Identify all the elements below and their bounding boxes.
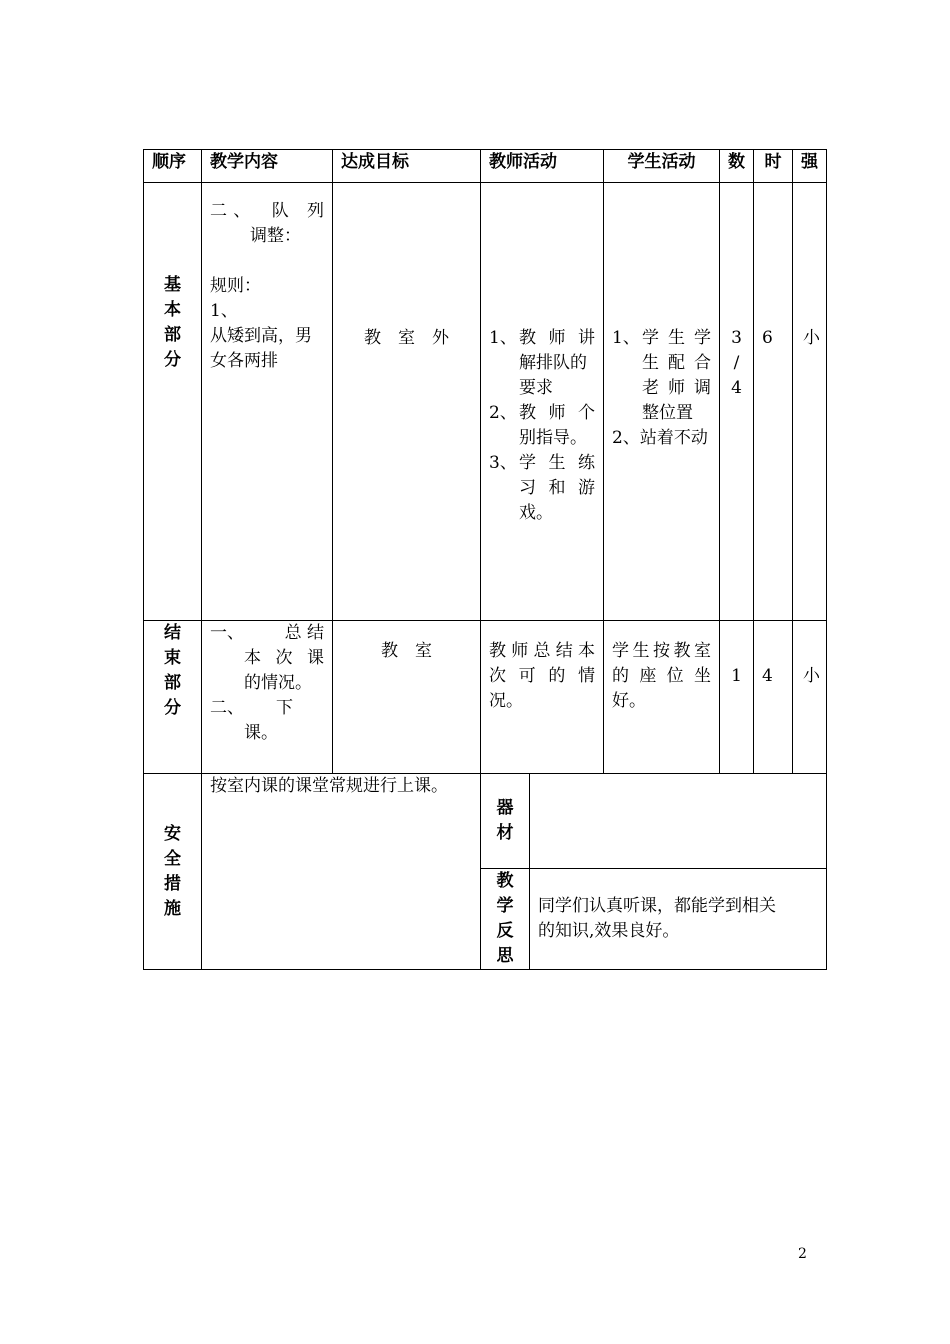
student-line: 2、站着不动 xyxy=(612,428,708,448)
basic-teacher xyxy=(481,183,604,621)
ending-goal xyxy=(333,621,481,774)
section-char: 全 xyxy=(164,848,181,869)
section-char: 部 xyxy=(164,325,181,345)
safety-label xyxy=(144,774,202,970)
content-line: 1、 xyxy=(210,301,238,321)
content-line: 调整： xyxy=(250,226,301,246)
ending-count xyxy=(720,621,754,774)
ending-section-row xyxy=(144,621,827,774)
intensity-value: 小 xyxy=(803,328,820,348)
student-line: 学生按教室 xyxy=(612,641,711,661)
header-content: 教学内容 xyxy=(202,150,333,183)
page-number: 2 xyxy=(798,1246,807,1262)
goal-text: 教 室 xyxy=(381,641,432,661)
content-line: 二、 队 列 xyxy=(210,201,324,221)
reflection-cell xyxy=(530,869,827,970)
safety-row xyxy=(144,774,827,869)
item-line: 总 结 xyxy=(284,623,324,643)
count-char: 4 xyxy=(731,378,742,398)
student-line: 的 座 位 坐 xyxy=(612,666,711,686)
equipment-value xyxy=(530,774,827,869)
header-order: 顺序 xyxy=(144,150,202,183)
count-char: / xyxy=(733,353,740,373)
section-char: 结 xyxy=(164,623,181,643)
teacher-item xyxy=(489,451,595,526)
content-item xyxy=(210,621,324,646)
header-time: 时 xyxy=(754,150,793,183)
section-char: 分 xyxy=(164,698,181,718)
section-char: 束 xyxy=(164,648,181,668)
content-item xyxy=(210,696,324,721)
basic-content xyxy=(202,183,333,621)
section-char: 基 xyxy=(164,275,181,295)
header-student: 学生活动 xyxy=(604,150,720,183)
header-intensity: 强 xyxy=(793,150,827,183)
item-line: 课。 xyxy=(244,723,278,743)
item-num: 1、 xyxy=(489,328,517,348)
teacher-line: 次 可 的 情 xyxy=(489,666,595,686)
goal-text: 教 室 外 xyxy=(364,328,449,348)
item-line: 解排队的 xyxy=(519,353,587,373)
basic-student xyxy=(604,183,720,621)
reflection-line: 同学们认真听课，都能学到相关 xyxy=(538,896,776,916)
section-char: 措 xyxy=(164,873,181,894)
header-count: 数 xyxy=(720,150,754,183)
section-char: 材 xyxy=(496,823,514,843)
item-num: 3、 xyxy=(489,453,517,473)
header-row xyxy=(144,150,827,183)
section-char: 思 xyxy=(496,946,514,966)
item-line: 戏。 xyxy=(519,503,553,523)
teacher-item xyxy=(489,326,595,401)
item-line: 下 xyxy=(276,698,293,718)
item-num: 二、 xyxy=(210,698,244,718)
safety-text-cell xyxy=(202,774,481,970)
lesson-plan-table xyxy=(143,149,827,970)
teacher-line: 教师总结本 xyxy=(489,641,595,661)
item-line: 习 和 游 xyxy=(519,478,595,498)
time-value: 4 xyxy=(762,666,773,686)
basic-section-row xyxy=(144,183,827,621)
section-char: 施 xyxy=(164,898,181,919)
item-line: 别指导。 xyxy=(519,428,587,448)
item-line: 教 师 讲 xyxy=(519,328,595,348)
content-line: 规则： xyxy=(210,276,261,296)
basic-section-label xyxy=(144,183,202,621)
item-line: 本 次 课 xyxy=(244,648,324,668)
time-value: 6 xyxy=(762,328,773,348)
count-value: 1 xyxy=(731,666,742,686)
equipment-label xyxy=(481,774,530,869)
intensity-value: 小 xyxy=(803,666,820,686)
basic-time xyxy=(754,183,793,621)
ending-time xyxy=(754,621,793,774)
content-line: 女各两排 xyxy=(210,351,278,371)
basic-goal xyxy=(333,183,481,621)
section-char: 教 xyxy=(496,871,514,891)
item-line: 老 师 调 xyxy=(642,378,711,398)
content-line: 从矮到高，男 xyxy=(210,326,312,346)
section-char: 分 xyxy=(164,350,181,370)
section-char: 学 xyxy=(496,896,514,916)
item-line: 要求 xyxy=(519,378,553,398)
item-line: 教 师 个 xyxy=(519,403,595,423)
student-line: 好。 xyxy=(612,691,646,711)
item-num: 2、 xyxy=(489,403,517,423)
teacher-item xyxy=(489,401,595,451)
reflection-line: 的知识,效果良好。 xyxy=(538,921,680,941)
ending-student xyxy=(604,621,720,774)
basic-intensity xyxy=(793,183,827,621)
item-line: 学 生 练 xyxy=(519,453,595,473)
item-line: 整位置 xyxy=(642,403,693,423)
item-num: 1、 xyxy=(612,328,640,348)
ending-intensity xyxy=(793,621,827,774)
safety-text: 按室内课的课堂常规进行上课。 xyxy=(210,776,448,796)
ending-teacher xyxy=(481,621,604,774)
section-char: 反 xyxy=(496,921,514,941)
section-char: 安 xyxy=(164,823,181,844)
student-item xyxy=(612,326,711,426)
header-teacher: 教师活动 xyxy=(481,150,604,183)
item-line: 的情况。 xyxy=(244,673,312,693)
teacher-line: 况。 xyxy=(489,691,523,711)
item-line: 学生学 xyxy=(642,328,711,348)
header-goal: 达成目标 xyxy=(333,150,481,183)
count-char: 3 xyxy=(731,328,742,348)
basic-count xyxy=(720,183,754,621)
section-char: 本 xyxy=(164,300,181,320)
section-char: 器 xyxy=(496,798,514,818)
ending-content xyxy=(202,621,333,774)
item-line: 生 配 合 xyxy=(642,353,711,373)
reflection-label xyxy=(481,869,530,970)
item-num: 一、 xyxy=(210,623,244,643)
section-char: 部 xyxy=(164,673,181,693)
ending-section-label xyxy=(144,621,202,774)
